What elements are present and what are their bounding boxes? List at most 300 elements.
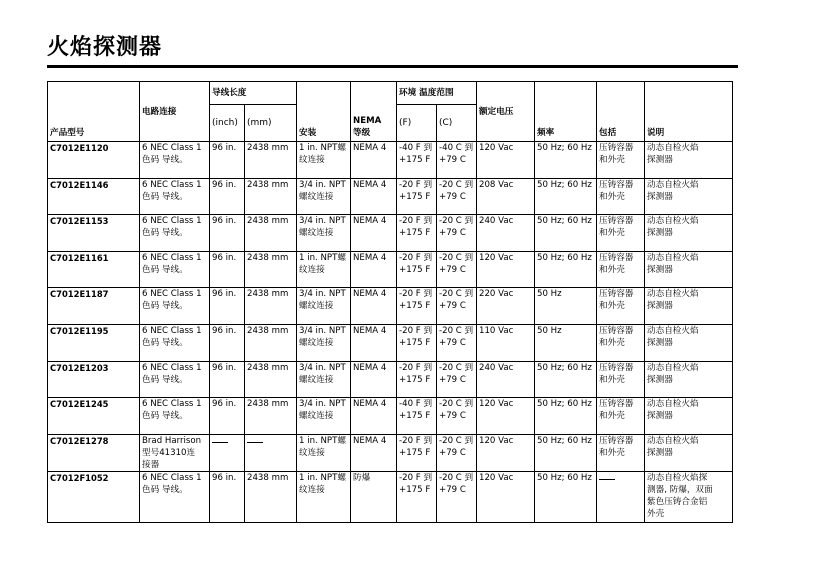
cell-connection-line: 色码 导线。 <box>142 191 188 202</box>
cell-connection-line: 色码 导线。 <box>142 411 188 422</box>
cell-temp-f-line: +175 F <box>399 264 431 275</box>
cell-mounting-line: 螺纹连接 <box>299 228 334 239</box>
cell-description-line: 动态自检火焰 <box>647 252 699 263</box>
cell-temp-c <box>437 142 477 179</box>
cell-temp-f-line: -20 F 到 <box>399 325 433 336</box>
cell-lead-mm <box>245 142 297 179</box>
cell-connection <box>140 288 210 325</box>
cell-includes-line: 压铸容器 <box>599 252 634 263</box>
cell-nema <box>351 288 397 325</box>
cell-description-line: 探测器 <box>647 228 673 239</box>
cell-connection-line: 色码 导线。 <box>142 301 188 312</box>
cell-includes <box>597 434 645 471</box>
cell-temp-f <box>397 251 437 288</box>
cell-temp-f <box>397 215 437 252</box>
cell-mounting-line: 螺纹连接 <box>299 411 334 422</box>
cell-frequency <box>535 471 597 522</box>
cell-temp-f-line: -20 F 到 <box>399 252 433 263</box>
cell-lead-mm-line: 2438 mm <box>247 252 289 263</box>
cell-description-line: 动态自检火焰 <box>647 289 699 300</box>
cell-voltage <box>477 288 535 325</box>
cell-temp-f-line: -20 F 到 <box>399 362 433 373</box>
table-row <box>48 471 733 522</box>
cell-model <box>48 142 140 179</box>
cell-temp-f-line: +175 F <box>399 337 431 348</box>
cell-voltage <box>477 324 535 361</box>
cell-connection-line: 色码 导线。 <box>142 484 188 495</box>
header-connection: 电路连接 <box>140 82 210 142</box>
cell-includes-line: 压铸容器 <box>599 325 634 336</box>
cell-temp-f <box>397 178 437 215</box>
cell-includes-line: 和外壳 <box>599 337 625 348</box>
cell-description-line: 动态自检火焰 <box>647 362 699 373</box>
cell-description-line: 动态自检火焰探 <box>647 472 708 483</box>
cell-lead-inch <box>210 288 245 325</box>
cell-nema-line: NEMA 4 <box>353 399 387 410</box>
table-row <box>48 398 733 435</box>
cell-lead-mm <box>245 215 297 252</box>
cell-mounting <box>297 434 351 471</box>
header-nema <box>351 82 397 142</box>
cell-temp-f-line: +175 F <box>399 484 431 495</box>
cell-lead-inch-line: 96 in. <box>212 216 237 227</box>
cell-voltage <box>477 398 535 435</box>
cell-temp-c-line: -20 C 到 <box>439 179 474 190</box>
cell-includes-line: 压铸容器 <box>599 435 634 446</box>
cell-lead-inch <box>210 178 245 215</box>
cell-temp-f-line: -40 F 到 <box>399 143 433 153</box>
cell-frequency <box>535 178 597 215</box>
cell-voltage-line: 220 Vac <box>479 289 514 300</box>
cell-mounting-line: 螺纹连接 <box>299 374 334 385</box>
cell-temp-c <box>437 215 477 252</box>
cell-temp-c <box>437 251 477 288</box>
cell-description-line: 紫色压铸合金铝 <box>647 496 708 507</box>
cell-temp-f-line: +175 F <box>399 447 431 458</box>
cell-description-line: 探测器 <box>647 264 673 275</box>
cell-frequency-line: 50 Hz; 60 Hz <box>537 216 592 227</box>
cell-lead-mm-line: 2438 mm <box>247 179 289 190</box>
cell-includes-line: 压铸容器 <box>599 143 634 153</box>
cell-frequency-line: 50 Hz; 60 Hz <box>537 143 592 153</box>
cell-temp-f-line: -20 F 到 <box>399 179 433 190</box>
cell-description-line: 探测器 <box>647 447 673 458</box>
cell-temp-c-line: +79 C <box>439 337 466 348</box>
cell-description-line: 动态自检火焰 <box>647 435 699 446</box>
cell-mounting <box>297 251 351 288</box>
cell-lead-mm-line: 2438 mm <box>247 143 289 153</box>
cell-voltage <box>477 251 535 288</box>
header-temp-c: (C) <box>437 105 477 142</box>
cell-mounting <box>297 471 351 522</box>
cell-mounting <box>297 142 351 179</box>
cell-temp-c-line: +79 C <box>439 411 466 422</box>
cell-description-line: 动态自检火焰 <box>647 143 699 153</box>
cell-includes-line: 压铸容器 <box>599 216 634 227</box>
cell-temp-f <box>397 288 437 325</box>
cell-connection <box>140 361 210 398</box>
cell-description-line: 探测器 <box>647 191 673 202</box>
cell-connection-line: 6 NEC Class 1 <box>142 179 202 190</box>
cell-temp-c-line: -20 C 到 <box>439 435 474 446</box>
cell-description <box>645 288 733 325</box>
cell-temp-c-line: +79 C <box>439 228 466 239</box>
cell-model-line: C7012E1203 <box>50 362 109 373</box>
cell-lead-inch <box>210 324 245 361</box>
cell-voltage <box>477 142 535 179</box>
cell-model <box>48 251 140 288</box>
cell-connection-line: 色码 导线。 <box>142 228 188 239</box>
cell-voltage <box>477 361 535 398</box>
cell-lead-inch-line: 96 in. <box>212 143 237 153</box>
table-row <box>48 288 733 325</box>
cell-lead-inch <box>210 142 245 179</box>
cell-includes <box>597 215 645 252</box>
cell-description <box>645 178 733 215</box>
cell-nema <box>351 434 397 471</box>
cell-nema <box>351 324 397 361</box>
cell-temp-f <box>397 434 437 471</box>
cell-temp-c-line: -20 C 到 <box>439 216 474 227</box>
cell-nema-line: NEMA 4 <box>353 325 387 336</box>
cell-includes <box>597 471 645 522</box>
page-title: 火焰探测器 <box>47 35 163 60</box>
cell-connection-line: 6 NEC Class 1 <box>142 472 202 483</box>
cell-temp-f <box>397 398 437 435</box>
cell-lead-inch-line: 96 in. <box>212 362 237 373</box>
cell-nema-line: NEMA 4 <box>353 289 387 300</box>
cell-temp-c <box>437 178 477 215</box>
cell-voltage-line: 120 Vac <box>479 435 514 446</box>
cell-model-line: C7012E1187 <box>50 289 109 300</box>
cell-connection-line: 6 NEC Class 1 <box>142 216 202 227</box>
cell-temp-c <box>437 361 477 398</box>
cell-mounting-line: 纹连接 <box>299 155 325 165</box>
cell-connection <box>140 471 210 522</box>
cell-connection-line: 6 NEC Class 1 <box>142 362 202 373</box>
cell-model <box>48 361 140 398</box>
cell-lead-inch <box>210 361 245 398</box>
cell-description-line: 测器, 防爆，双面 <box>647 484 713 495</box>
cell-description-line: 探测器 <box>647 337 673 348</box>
cell-lead-mm <box>245 288 297 325</box>
cell-includes <box>597 398 645 435</box>
cell-lead-mm <box>245 324 297 361</box>
cell-temp-c-line: -20 C 到 <box>439 289 474 300</box>
cell-includes <box>597 324 645 361</box>
cell-mounting-line: 螺纹连接 <box>299 191 334 202</box>
cell-mounting-line: 1 in. NPT螺 <box>299 252 346 263</box>
cell-lead-inch <box>210 251 245 288</box>
cell-connection-line: Brad Harrison <box>142 435 202 446</box>
cell-connection <box>140 251 210 288</box>
header-temp-f: (F) <box>397 105 437 142</box>
cell-model-line: C7012E1161 <box>50 252 109 263</box>
cell-includes-line: 和外壳 <box>599 155 625 165</box>
cell-lead-mm <box>245 471 297 522</box>
cell-model-line: C7012E1245 <box>50 399 109 410</box>
cell-frequency <box>535 142 597 179</box>
cell-mounting-line: 纹连接 <box>299 447 325 458</box>
cell-connection-line: 接器 <box>142 459 160 470</box>
cell-temp-c-line: +79 C <box>439 301 466 312</box>
cell-connection-line: 6 NEC Class 1 <box>142 325 202 336</box>
cell-connection <box>140 434 210 471</box>
cell-includes-line: 和外壳 <box>599 411 625 422</box>
cell-connection-line: 色码 导线。 <box>142 155 188 165</box>
cell-temp-c <box>437 471 477 522</box>
cell-temp-f-line: -40 F 到 <box>399 399 433 410</box>
cell-description-line: 动态自检火焰 <box>647 399 699 410</box>
header-nema-line2: 等级 <box>353 128 371 138</box>
cell-voltage <box>477 471 535 522</box>
cell-lead-mm-line: 2438 mm <box>247 362 289 373</box>
cell-temp-f-line: +175 F <box>399 191 431 202</box>
cell-frequency-line: 50 Hz; 60 Hz <box>537 362 592 373</box>
cell-model <box>48 398 140 435</box>
cell-mounting-line: 纹连接 <box>299 264 325 275</box>
cell-description <box>645 398 733 435</box>
cell-temp-c-line: -20 C 到 <box>439 472 474 483</box>
table-row <box>48 361 733 398</box>
cell-model <box>48 178 140 215</box>
cell-includes-line: 压铸容器 <box>599 289 634 300</box>
cell-includes-line: 和外壳 <box>599 264 625 275</box>
cell-model <box>48 471 140 522</box>
cell-description-line: 动态自检火焰 <box>647 325 699 336</box>
header-ambient: 环境 温度范围 <box>397 82 477 105</box>
cell-includes <box>597 178 645 215</box>
cell-temp-c-line: -40 C 到 <box>439 143 474 153</box>
cell-temp-f-line: +175 F <box>399 411 431 422</box>
cell-nema-line: 防爆 <box>353 472 371 483</box>
cell-frequency <box>535 251 597 288</box>
cell-connection <box>140 142 210 179</box>
cell-frequency <box>535 288 597 325</box>
em-dash-mark <box>599 479 615 480</box>
cell-temp-f-line: +175 F <box>399 155 431 165</box>
cell-lead-mm-line: 2438 mm <box>247 216 289 227</box>
cell-frequency-line: 50 Hz; 60 Hz <box>537 435 592 446</box>
cell-connection <box>140 398 210 435</box>
cell-mounting <box>297 398 351 435</box>
cell-frequency-line: 50 Hz; 60 Hz <box>537 252 592 263</box>
cell-model <box>48 324 140 361</box>
cell-lead-inch <box>210 471 245 522</box>
cell-temp-c-line: -20 C 到 <box>439 325 474 336</box>
cell-lead-inch <box>210 434 245 471</box>
cell-lead-mm <box>245 251 297 288</box>
cell-voltage-line: 120 Vac <box>479 472 514 483</box>
cell-temp-c <box>437 324 477 361</box>
cell-frequency-line: 50 Hz <box>537 325 562 336</box>
cell-mounting <box>297 361 351 398</box>
header-mounting: 安装 <box>297 82 351 142</box>
cell-frequency-line: 50 Hz; 60 Hz <box>537 472 592 483</box>
cell-connection-line: 6 NEC Class 1 <box>142 289 202 300</box>
cell-includes-line: 压铸容器 <box>599 179 634 190</box>
cell-temp-f-line: +175 F <box>399 301 431 312</box>
cell-includes-line: 和外壳 <box>599 447 625 458</box>
cell-temp-f-line: +175 F <box>399 374 431 385</box>
title-rule <box>47 65 738 68</box>
cell-temp-f <box>397 361 437 398</box>
cell-includes-line: 压铸容器 <box>599 362 634 373</box>
cell-description-line: 探测器 <box>647 411 673 422</box>
table-row <box>48 215 733 252</box>
cell-frequency-line: 50 Hz; 60 Hz <box>537 399 592 410</box>
cell-frequency <box>535 398 597 435</box>
cell-temp-c-line: +79 C <box>439 447 466 458</box>
cell-mounting-line: 3/4 in. NPT <box>299 325 346 336</box>
cell-lead-inch <box>210 398 245 435</box>
cell-nema <box>351 398 397 435</box>
cell-includes <box>597 142 645 179</box>
cell-temp-c <box>437 398 477 435</box>
cell-nema-line: NEMA 4 <box>353 216 387 227</box>
table-row <box>48 434 733 471</box>
cell-connection <box>140 178 210 215</box>
cell-lead-inch-line: 96 in. <box>212 179 237 190</box>
cell-mounting-line: 1 in. NPT螺 <box>299 143 346 153</box>
cell-voltage-line: 240 Vac <box>479 362 514 373</box>
header-lead-inch: (inch) <box>210 105 245 142</box>
cell-nema <box>351 142 397 179</box>
cell-frequency <box>535 434 597 471</box>
cell-description <box>645 142 733 179</box>
cell-mounting-line: 1 in. NPT螺 <box>299 435 346 446</box>
cell-temp-c-line: +79 C <box>439 155 466 165</box>
cell-mounting <box>297 215 351 252</box>
cell-connection-line: 色码 导线。 <box>142 337 188 348</box>
cell-includes-line: 和外壳 <box>599 228 625 239</box>
cell-lead-inch <box>210 215 245 252</box>
cell-temp-f-line: -20 F 到 <box>399 435 433 446</box>
cell-lead-inch-line: 96 in. <box>212 289 237 300</box>
cell-voltage <box>477 178 535 215</box>
cell-lead-mm-line: 2438 mm <box>247 472 289 483</box>
cell-lead-mm-line: 2438 mm <box>247 399 289 410</box>
cell-voltage <box>477 215 535 252</box>
cell-voltage-line: 120 Vac <box>479 252 514 263</box>
cell-lead-mm-line: 2438 mm <box>247 325 289 336</box>
cell-lead-mm-line: 2438 mm <box>247 289 289 300</box>
cell-connection-line: 6 NEC Class 1 <box>142 143 202 153</box>
cell-includes-line: 和外壳 <box>599 301 625 312</box>
cell-voltage <box>477 434 535 471</box>
cell-temp-f <box>397 471 437 522</box>
header-lead-length: 导线长度 <box>210 82 297 105</box>
cell-mounting <box>297 178 351 215</box>
cell-description <box>645 251 733 288</box>
cell-includes-line: 和外壳 <box>599 374 625 385</box>
cell-nema <box>351 471 397 522</box>
cell-temp-f-line: -20 F 到 <box>399 289 433 300</box>
cell-mounting <box>297 288 351 325</box>
header-model: 产品型号 <box>48 82 140 142</box>
cell-lead-mm <box>245 361 297 398</box>
cell-nema <box>351 251 397 288</box>
cell-temp-f <box>397 324 437 361</box>
cell-lead-inch-line: 96 in. <box>212 399 237 410</box>
cell-temp-c-line: +79 C <box>439 191 466 202</box>
header-lead-mm: (mm) <box>245 105 297 142</box>
cell-mounting <box>297 324 351 361</box>
header-includes: 包括 <box>597 82 645 142</box>
cell-voltage-line: 208 Vac <box>479 179 514 190</box>
cell-temp-f <box>397 142 437 179</box>
table-row <box>48 178 733 215</box>
cell-connection-line: 型号41310连 <box>142 447 196 458</box>
cell-lead-inch-line: 96 in. <box>212 325 237 336</box>
cell-temp-c-line: +79 C <box>439 484 466 495</box>
cell-voltage-line: 240 Vac <box>479 216 514 227</box>
cell-description <box>645 215 733 252</box>
cell-lead-mm <box>245 434 297 471</box>
cell-connection-line: 6 NEC Class 1 <box>142 252 202 263</box>
cell-frequency <box>535 215 597 252</box>
cell-model <box>48 434 140 471</box>
cell-model-line: C7012E1278 <box>50 435 109 446</box>
cell-temp-f-line: -20 F 到 <box>399 216 433 227</box>
cell-model-line: C7012E1120 <box>50 143 109 153</box>
cell-connection-line: 色码 导线。 <box>142 374 188 385</box>
cell-description <box>645 434 733 471</box>
cell-temp-c-line: -20 C 到 <box>439 252 474 263</box>
cell-mounting-line: 3/4 in. NPT <box>299 362 346 373</box>
cell-model-line: C7012E1146 <box>50 179 109 190</box>
cell-nema <box>351 215 397 252</box>
cell-nema-line: NEMA 4 <box>353 179 387 190</box>
cell-mounting-line: 螺纹连接 <box>299 301 334 312</box>
header-voltage: 额定电压 <box>477 82 535 142</box>
cell-connection <box>140 215 210 252</box>
cell-description-line: 动态自检火焰 <box>647 216 699 227</box>
header-nema-line1: NEMA <box>353 116 382 126</box>
cell-description-line: 探测器 <box>647 301 673 312</box>
cell-includes <box>597 251 645 288</box>
cell-lead-mm <box>245 398 297 435</box>
cell-description <box>645 471 733 522</box>
cell-temp-f-line: +175 F <box>399 228 431 239</box>
cell-connection <box>140 324 210 361</box>
cell-includes <box>597 361 645 398</box>
cell-model-line: C7012E1195 <box>50 325 109 336</box>
cell-lead-mm <box>245 178 297 215</box>
cell-description <box>645 361 733 398</box>
table-row <box>48 142 733 179</box>
cell-description-line: 探测器 <box>647 374 673 385</box>
cell-description-line: 探测器 <box>647 155 673 165</box>
flame-detector-spec-table <box>47 81 733 523</box>
cell-mounting-line: 3/4 in. NPT <box>299 179 346 190</box>
cell-nema-line: NEMA 4 <box>353 435 387 446</box>
table-row <box>48 324 733 361</box>
cell-temp-c-line: -20 C 到 <box>439 399 474 410</box>
cell-frequency-line: 50 Hz; 60 Hz <box>537 179 592 190</box>
cell-description-line: 外壳 <box>647 508 665 519</box>
cell-temp-c <box>437 434 477 471</box>
cell-temp-c-line: -20 C 到 <box>439 362 474 373</box>
cell-includes-line: 压铸容器 <box>599 399 634 410</box>
cell-nema <box>351 178 397 215</box>
cell-nema-line: NEMA 4 <box>353 143 387 153</box>
cell-temp-c-line: +79 C <box>439 374 466 385</box>
cell-temp-f-line: -20 F 到 <box>399 472 433 483</box>
cell-nema <box>351 361 397 398</box>
cell-includes <box>597 288 645 325</box>
cell-description-line: 动态自检火焰 <box>647 179 699 190</box>
